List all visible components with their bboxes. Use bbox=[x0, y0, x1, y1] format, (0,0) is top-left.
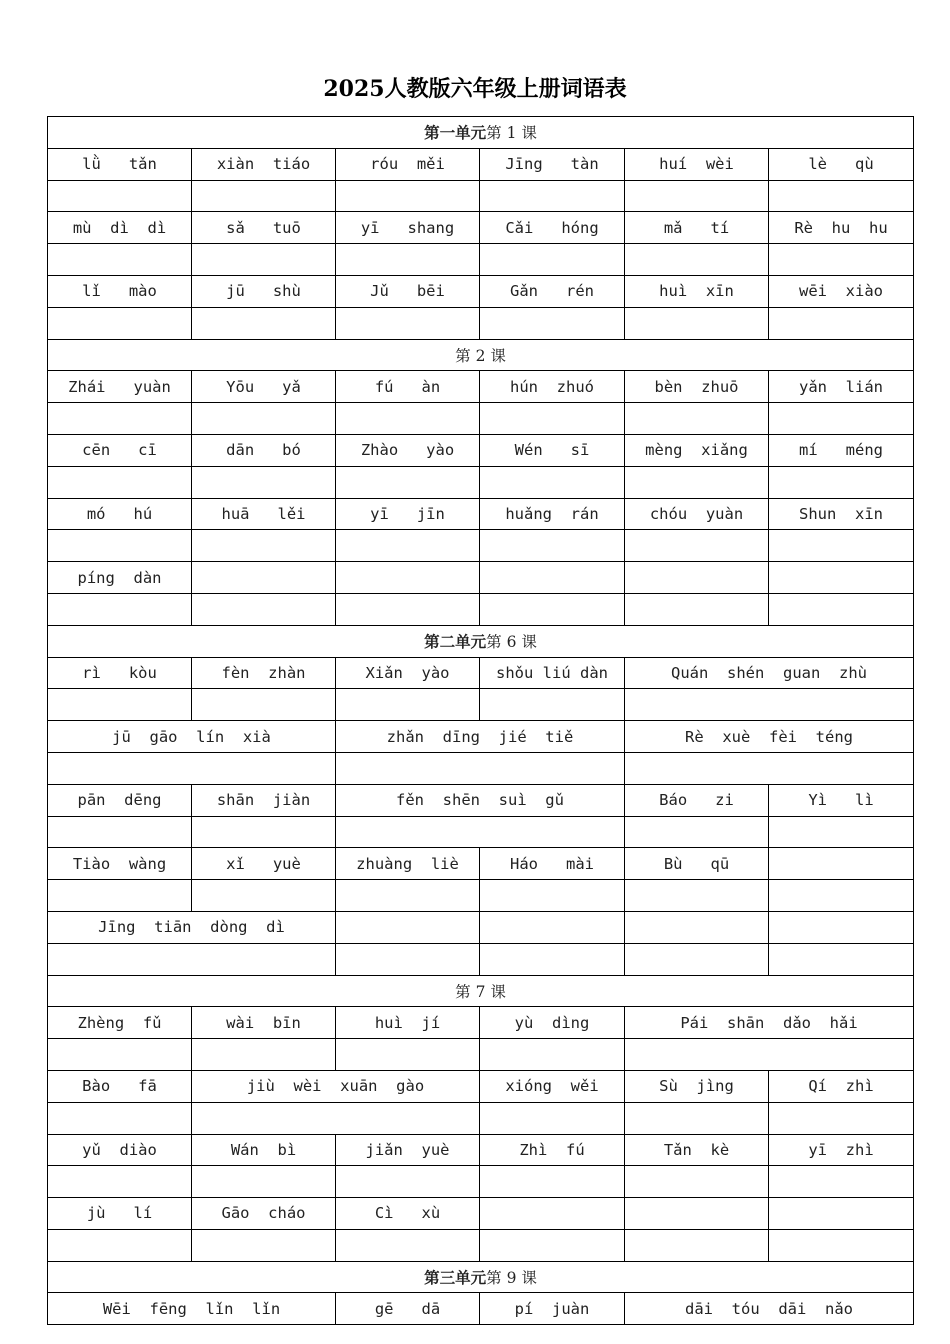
writing-box[interactable] bbox=[769, 880, 914, 912]
pinyin-cell: Háo mài bbox=[480, 848, 625, 880]
pinyin-cell: zhǎn dīng jié tiě bbox=[336, 721, 625, 753]
writing-box[interactable] bbox=[336, 593, 480, 625]
writing-box[interactable] bbox=[192, 307, 336, 339]
writing-box[interactable] bbox=[192, 244, 336, 276]
writing-box[interactable] bbox=[48, 180, 192, 212]
writing-box[interactable] bbox=[336, 752, 625, 784]
empty-pinyin-cell bbox=[336, 911, 480, 943]
empty-pinyin-cell bbox=[625, 1198, 769, 1230]
pinyin-cell: Shun xīn bbox=[769, 498, 914, 530]
pinyin-cell: dāi tóu dāi nǎo bbox=[625, 1293, 914, 1325]
writing-box[interactable] bbox=[48, 403, 192, 435]
pinyin-cell: pān dēng bbox=[48, 784, 192, 816]
writing-box[interactable] bbox=[336, 816, 625, 848]
pinyin-cell: Zhèng fǔ bbox=[48, 1007, 192, 1039]
writing-box[interactable] bbox=[769, 530, 914, 562]
section-header bbox=[48, 625, 914, 657]
empty-pinyin-cell bbox=[192, 562, 336, 594]
writing-row bbox=[48, 1229, 914, 1261]
pinyin-cell: Zhì fú bbox=[480, 1134, 625, 1166]
writing-box[interactable] bbox=[480, 244, 625, 276]
writing-box[interactable] bbox=[336, 530, 480, 562]
writing-box[interactable] bbox=[769, 244, 914, 276]
writing-box[interactable] bbox=[480, 689, 625, 721]
writing-box[interactable] bbox=[480, 1229, 625, 1261]
pinyin-cell: sǎ tuō bbox=[192, 212, 336, 244]
pinyin-cell: shǒu liú dàn bbox=[480, 657, 625, 689]
pinyin-cell: zhuàng liè bbox=[336, 848, 480, 880]
writing-box[interactable] bbox=[336, 1229, 480, 1261]
pinyin-row bbox=[48, 784, 914, 816]
writing-box[interactable] bbox=[48, 1166, 192, 1198]
pinyin-cell: mǎ tí bbox=[625, 212, 769, 244]
writing-box[interactable] bbox=[48, 1229, 192, 1261]
empty-pinyin-cell bbox=[769, 911, 914, 943]
pinyin-cell: Cì xù bbox=[336, 1198, 480, 1230]
writing-box[interactable] bbox=[192, 1039, 336, 1071]
pinyin-cell: Zhào yào bbox=[336, 434, 480, 466]
pinyin-cell: Sù jìng bbox=[625, 1070, 769, 1102]
writing-box[interactable] bbox=[336, 689, 480, 721]
writing-box[interactable] bbox=[625, 530, 769, 562]
pinyin-cell: xióng wěi bbox=[480, 1070, 625, 1102]
pinyin-cell: Rè hu hu bbox=[769, 212, 914, 244]
writing-box[interactable] bbox=[625, 403, 769, 435]
lesson-label: 第 7 课 bbox=[455, 982, 506, 1001]
pinyin-cell: Jǔ bēi bbox=[336, 275, 480, 307]
pinyin-row bbox=[48, 911, 914, 943]
lesson-label: 第 6 课 bbox=[486, 633, 537, 652]
writing-box[interactable] bbox=[48, 816, 192, 848]
section-header-row bbox=[48, 1261, 914, 1293]
pinyin-row bbox=[48, 848, 914, 880]
writing-box[interactable] bbox=[192, 880, 336, 912]
pinyin-row bbox=[48, 1007, 914, 1039]
pinyin-cell: bèn zhuō bbox=[625, 371, 769, 403]
writing-box[interactable] bbox=[769, 1229, 914, 1261]
writing-box[interactable] bbox=[336, 403, 480, 435]
pinyin-row bbox=[48, 1070, 914, 1102]
pinyin-cell: huì xīn bbox=[625, 275, 769, 307]
writing-box[interactable] bbox=[625, 307, 769, 339]
writing-box[interactable] bbox=[192, 816, 336, 848]
writing-box[interactable] bbox=[336, 1166, 480, 1198]
pinyin-cell: cēn cī bbox=[48, 434, 192, 466]
pinyin-cell: huā lěi bbox=[192, 498, 336, 530]
section-header-row bbox=[48, 975, 914, 1007]
empty-pinyin-cell bbox=[769, 1198, 914, 1230]
writing-box[interactable] bbox=[48, 752, 336, 784]
empty-pinyin-cell bbox=[480, 911, 625, 943]
pinyin-cell: xiàn tiáo bbox=[192, 148, 336, 180]
writing-box[interactable] bbox=[769, 1166, 914, 1198]
pinyin-cell: yǎn lián bbox=[769, 371, 914, 403]
pinyin-cell: Gāo cháo bbox=[192, 1198, 336, 1230]
pinyin-cell: jiù wèi xuān gào bbox=[192, 1070, 480, 1102]
writing-box[interactable] bbox=[192, 530, 336, 562]
pinyin-cell: Zhái yuàn bbox=[48, 371, 192, 403]
writing-box[interactable] bbox=[480, 880, 625, 912]
writing-box[interactable] bbox=[480, 180, 625, 212]
pinyin-cell: Tǎn kè bbox=[625, 1134, 769, 1166]
pinyin-cell: píng dàn bbox=[48, 562, 192, 594]
writing-box[interactable] bbox=[625, 880, 769, 912]
writing-box[interactable] bbox=[48, 530, 192, 562]
pinyin-cell: mó hú bbox=[48, 498, 192, 530]
pinyin-cell: pí juàn bbox=[480, 1293, 625, 1325]
writing-box[interactable] bbox=[48, 1102, 192, 1134]
writing-box[interactable] bbox=[48, 466, 192, 498]
writing-box[interactable] bbox=[336, 244, 480, 276]
writing-box[interactable] bbox=[625, 1039, 914, 1071]
section-header-row bbox=[48, 339, 914, 371]
lesson-label: 第 9 课 bbox=[486, 1269, 537, 1288]
writing-box[interactable] bbox=[769, 816, 914, 848]
empty-pinyin-cell bbox=[625, 911, 769, 943]
pinyin-cell: Cǎi hóng bbox=[480, 212, 625, 244]
writing-box[interactable] bbox=[192, 466, 336, 498]
pinyin-cell: jū gāo lín xià bbox=[48, 721, 336, 753]
pinyin-row bbox=[48, 562, 914, 594]
writing-box[interactable] bbox=[625, 1229, 769, 1261]
pinyin-cell: hún zhuó bbox=[480, 371, 625, 403]
writing-box[interactable] bbox=[336, 466, 480, 498]
writing-box[interactable] bbox=[625, 244, 769, 276]
writing-box[interactable] bbox=[480, 593, 625, 625]
writing-box[interactable] bbox=[769, 180, 914, 212]
pinyin-cell: wài bīn bbox=[192, 1007, 336, 1039]
pinyin-cell: xǐ yuè bbox=[192, 848, 336, 880]
writing-box[interactable] bbox=[480, 1166, 625, 1198]
pinyin-cell: yǔ diào bbox=[48, 1134, 192, 1166]
writing-box[interactable] bbox=[336, 1039, 480, 1071]
pinyin-row bbox=[48, 371, 914, 403]
pinyin-cell: Yì lì bbox=[769, 784, 914, 816]
writing-box[interactable] bbox=[48, 880, 192, 912]
pinyin-row bbox=[48, 721, 914, 753]
pinyin-row bbox=[48, 434, 914, 466]
writing-box[interactable] bbox=[769, 1102, 914, 1134]
pinyin-cell: Quán shén guan zhù bbox=[625, 657, 914, 689]
pinyin-cell: huì jí bbox=[336, 1007, 480, 1039]
writing-box[interactable] bbox=[769, 943, 914, 975]
writing-row bbox=[48, 816, 914, 848]
pinyin-cell: Wán bì bbox=[192, 1134, 336, 1166]
unit-label: 第二单元 bbox=[424, 632, 487, 652]
writing-box[interactable] bbox=[192, 180, 336, 212]
pinyin-cell: Tiào wàng bbox=[48, 848, 192, 880]
writing-box[interactable] bbox=[480, 403, 625, 435]
section-header bbox=[48, 975, 914, 1007]
writing-box[interactable] bbox=[192, 403, 336, 435]
pinyin-row bbox=[48, 1134, 914, 1166]
writing-box[interactable] bbox=[48, 943, 336, 975]
pinyin-cell: fěn shēn suì gǔ bbox=[336, 784, 625, 816]
pinyin-cell: huǎng rán bbox=[480, 498, 625, 530]
empty-pinyin-cell bbox=[769, 848, 914, 880]
writing-box[interactable] bbox=[480, 530, 625, 562]
unit-label: 第三单元 bbox=[424, 1268, 487, 1288]
writing-box[interactable] bbox=[48, 1039, 192, 1071]
pinyin-cell: jù lí bbox=[48, 1198, 192, 1230]
writing-row bbox=[48, 466, 914, 498]
writing-box[interactable] bbox=[769, 307, 914, 339]
section-header bbox=[48, 1261, 914, 1293]
writing-box[interactable] bbox=[480, 466, 625, 498]
writing-box[interactable] bbox=[48, 689, 192, 721]
writing-box[interactable] bbox=[192, 689, 336, 721]
writing-box[interactable] bbox=[336, 307, 480, 339]
pinyin-cell: yī zhì bbox=[769, 1134, 914, 1166]
section-header-row bbox=[48, 625, 914, 657]
pinyin-cell: jiǎn yuè bbox=[336, 1134, 480, 1166]
lesson-label: 第 2 课 bbox=[455, 346, 506, 365]
pinyin-cell: Xiǎn yào bbox=[336, 657, 480, 689]
pinyin-cell: Jīng tiān dòng dì bbox=[48, 911, 336, 943]
writing-box[interactable] bbox=[480, 307, 625, 339]
writing-row bbox=[48, 403, 914, 435]
pinyin-cell: mèng xiǎng bbox=[625, 434, 769, 466]
pinyin-cell: Báo zi bbox=[625, 784, 769, 816]
writing-box[interactable] bbox=[336, 180, 480, 212]
writing-row bbox=[48, 593, 914, 625]
empty-pinyin-cell bbox=[625, 562, 769, 594]
writing-row bbox=[48, 752, 914, 784]
writing-box[interactable] bbox=[625, 593, 769, 625]
writing-box[interactable] bbox=[192, 1102, 480, 1134]
writing-box[interactable] bbox=[192, 1229, 336, 1261]
pinyin-cell: Bù qū bbox=[625, 848, 769, 880]
writing-box[interactable] bbox=[336, 943, 480, 975]
pinyin-cell: yī shang bbox=[336, 212, 480, 244]
pinyin-cell: wēi xiào bbox=[769, 275, 914, 307]
writing-box[interactable] bbox=[625, 816, 769, 848]
pinyin-row bbox=[48, 657, 914, 689]
empty-pinyin-cell bbox=[480, 1198, 625, 1230]
writing-box[interactable] bbox=[625, 466, 769, 498]
empty-pinyin-cell bbox=[769, 562, 914, 594]
writing-box[interactable] bbox=[625, 1166, 769, 1198]
writing-row bbox=[48, 943, 914, 975]
pinyin-cell: Rè xuè fèi téng bbox=[625, 721, 914, 753]
pinyin-cell: fèn zhàn bbox=[192, 657, 336, 689]
writing-box[interactable] bbox=[48, 244, 192, 276]
pinyin-cell: mí méng bbox=[769, 434, 914, 466]
writing-box[interactable] bbox=[480, 1039, 625, 1071]
section-header-row bbox=[48, 117, 914, 149]
pinyin-cell: yù dìng bbox=[480, 1007, 625, 1039]
pinyin-cell: lǜ tǎn bbox=[48, 148, 192, 180]
writing-box[interactable] bbox=[625, 180, 769, 212]
pinyin-cell: gē dā bbox=[336, 1293, 480, 1325]
writing-box[interactable] bbox=[625, 1102, 769, 1134]
writing-box[interactable] bbox=[625, 689, 914, 721]
pinyin-cell: dān bó bbox=[192, 434, 336, 466]
empty-pinyin-cell bbox=[336, 562, 480, 594]
writing-box[interactable] bbox=[48, 307, 192, 339]
pinyin-cell: Pái shān dǎo hǎi bbox=[625, 1007, 914, 1039]
writing-box[interactable] bbox=[480, 1102, 625, 1134]
pinyin-row bbox=[48, 498, 914, 530]
pinyin-cell: Wēi fēng lǐn lǐn bbox=[48, 1293, 336, 1325]
writing-box[interactable] bbox=[480, 943, 625, 975]
section-header bbox=[48, 117, 914, 149]
pinyin-row bbox=[48, 1198, 914, 1230]
pinyin-cell: lè qù bbox=[769, 148, 914, 180]
section-header bbox=[48, 339, 914, 371]
pinyin-cell: jū shù bbox=[192, 275, 336, 307]
pinyin-cell: fú àn bbox=[336, 371, 480, 403]
writing-row bbox=[48, 689, 914, 721]
pinyin-row bbox=[48, 148, 914, 180]
pinyin-cell: shān jiàn bbox=[192, 784, 336, 816]
pinyin-cell: Yōu yǎ bbox=[192, 371, 336, 403]
writing-row bbox=[48, 307, 914, 339]
pinyin-cell: róu měi bbox=[336, 148, 480, 180]
writing-row bbox=[48, 530, 914, 562]
writing-box[interactable] bbox=[769, 593, 914, 625]
pinyin-cell: huí wèi bbox=[625, 148, 769, 180]
pinyin-cell: yī jīn bbox=[336, 498, 480, 530]
pinyin-cell: Qí zhì bbox=[769, 1070, 914, 1102]
writing-box[interactable] bbox=[48, 593, 192, 625]
vocabulary-table bbox=[47, 116, 914, 1325]
writing-box[interactable] bbox=[336, 880, 480, 912]
pinyin-cell: mù dì dì bbox=[48, 212, 192, 244]
pinyin-cell: Jīng tàn bbox=[480, 148, 625, 180]
writing-row bbox=[48, 1039, 914, 1071]
lesson-label: 第 1 课 bbox=[486, 124, 537, 143]
writing-box[interactable] bbox=[625, 752, 914, 784]
writing-box[interactable] bbox=[192, 1166, 336, 1198]
writing-row bbox=[48, 880, 914, 912]
writing-box[interactable] bbox=[769, 403, 914, 435]
pinyin-cell: Bào fā bbox=[48, 1070, 192, 1102]
writing-row bbox=[48, 1166, 914, 1198]
pinyin-row bbox=[48, 212, 914, 244]
empty-pinyin-cell bbox=[480, 562, 625, 594]
pinyin-cell: lǐ mào bbox=[48, 275, 192, 307]
writing-row bbox=[48, 244, 914, 276]
pinyin-row bbox=[48, 275, 914, 307]
pinyin-cell: Wén sī bbox=[480, 434, 625, 466]
page-title: 2025人教版六年级上册词语表 bbox=[323, 76, 627, 102]
unit-label: 第一单元 bbox=[424, 123, 487, 143]
writing-box[interactable] bbox=[769, 466, 914, 498]
pinyin-cell: rì kòu bbox=[48, 657, 192, 689]
writing-row bbox=[48, 1102, 914, 1134]
pinyin-row bbox=[48, 1293, 914, 1325]
writing-row bbox=[48, 180, 914, 212]
writing-box[interactable] bbox=[192, 593, 336, 625]
writing-box[interactable] bbox=[625, 943, 769, 975]
pinyin-cell: chóu yuàn bbox=[625, 498, 769, 530]
pinyin-cell: Gǎn rén bbox=[480, 275, 625, 307]
